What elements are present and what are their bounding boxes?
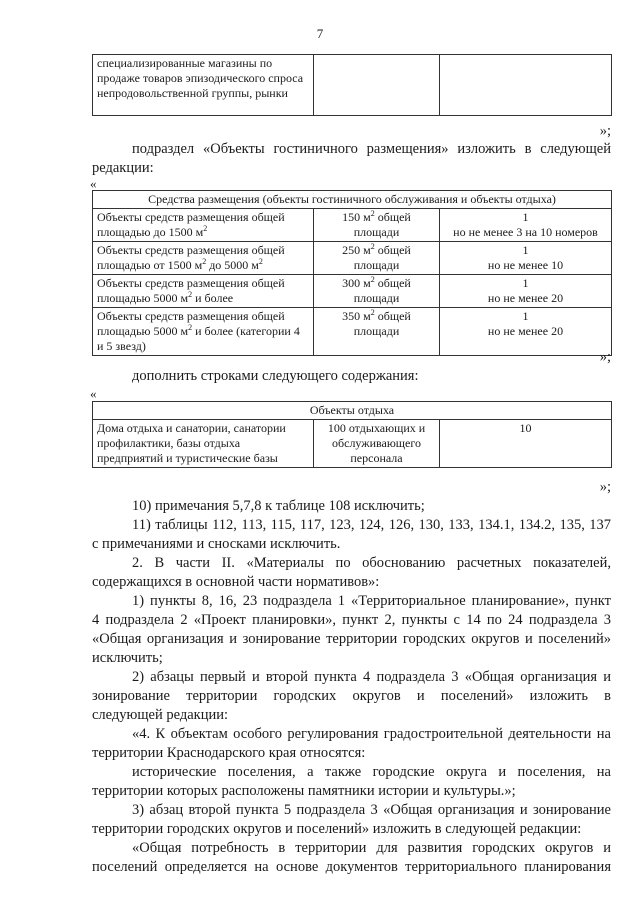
table-cell: Объекты средств размещения общей площадью 5000 $м^2$ и более (категории 4 и 5 звезд) (93, 308, 314, 356)
table-row (93, 242, 612, 275)
paragraph-line: редакции: (92, 160, 154, 176)
cell-line: но не менее 20 (487, 324, 564, 338)
table-cell: 10 (440, 420, 612, 468)
cell-line: 1 (522, 309, 529, 323)
table-row (93, 275, 612, 308)
table-row (93, 55, 612, 116)
table-cell (314, 55, 440, 116)
table-header: Средства размещения (объекты гостиничного обслуживания и объекты отдыха) (93, 191, 612, 209)
table-cell (440, 242, 612, 275)
paragraph-line: подраздел «Объекты гостиничного размещения» изложить в следующей (132, 141, 611, 157)
table-accommodation (92, 190, 612, 356)
paragraph-line: следующей редакции: (92, 707, 229, 723)
table-cell: Объекты средств размещения общей площадью 5000 $м^2$ и более (93, 275, 314, 308)
paragraph-line: 4 подраздела 2 «Проект планировки», пункт 2, пункты с 14 по 24 подраздела 3 (92, 612, 611, 628)
table-header-row (93, 191, 612, 209)
paragraph-line: дополнить строками следующего содержания: (132, 368, 419, 384)
paragraph-line: «Общая организация и зонирование территории городских округов и поселений» (92, 631, 611, 647)
paragraph-line: зонирование территории городских округов и поселений» изложить в (92, 688, 611, 704)
cell-line: но не менее 20 (487, 291, 564, 305)
table-header: Объекты отдыха (93, 402, 612, 420)
paragraph-line: «Общая потребность в территории для развития городских округов и (132, 840, 611, 856)
close-quote: »; (599, 479, 611, 495)
close-quote: »; (599, 349, 611, 365)
table-recreation (92, 401, 612, 468)
table-header-row (93, 402, 612, 420)
paragraph-line: содержащихся в основной части нормативов»: (92, 574, 380, 590)
paragraph-line: исключить; (92, 650, 163, 666)
table-row (93, 420, 612, 468)
table-continuation (92, 54, 612, 116)
paragraph-line: 11) таблицы 112, 113, 115, 117, 123, 124, 126, 130, 133, 134.1, 134.2, 135, 137 (132, 517, 611, 533)
table-cell: 300 $м^2$ общей площади (314, 275, 440, 308)
close-quote: »; (599, 123, 611, 139)
paragraph-line: территории городских округов и поселений» изложить в следующей редакции: (92, 821, 582, 837)
paragraph-line: 2. В части II. «Материалы по обоснованию расчетных показателей, (132, 555, 611, 571)
paragraph-line: 2) абзацы первый и второй пункта 4 подраздела 3 «Общая организация и (132, 669, 611, 685)
open-quote: « (90, 176, 97, 191)
paragraph-line: с примечаниями и сносками исключить. (92, 536, 341, 552)
table-row (93, 209, 612, 242)
paragraph-line: территории Краснодарского края относятся: (92, 745, 366, 761)
cell-line: 1 (522, 243, 529, 257)
table-cell (440, 275, 612, 308)
paragraph-line: 3) абзац второй пункта 5 подраздела 3 «Общая организация и зонирование (132, 802, 611, 818)
paragraph-line: исторические поселения, а также городские округа и поселения, на (132, 764, 611, 780)
paragraph-line: поселений определяется на основе документов территориального планирования (92, 859, 611, 875)
table-cell: 250 $м^2$ общей площади (314, 242, 440, 275)
table-cell: Объекты средств размещения общей площадью до 1500 $м^2$ (93, 209, 314, 242)
cell-line: но не менее 10 (487, 258, 564, 272)
cell-line: 1 (522, 276, 529, 290)
paragraph-line: 10) примечания 5,7,8 к таблице 108 исключить; (132, 498, 425, 514)
table-cell: Дома отдыха и санатории, санатории профилактики, базы отдыха предприятий и туристические базы (93, 420, 314, 468)
paragraph-line: территории которых расположены памятники истории и культуры.»; (92, 783, 516, 799)
paragraph-line: «4. К объектам особого регулирования градостроительной деятельности на (132, 726, 611, 742)
cell-line: но не менее 3 на 10 номеров (453, 225, 598, 239)
cell-line: 1 (522, 210, 529, 224)
table-cell: 100 отдыхающих и обслуживающего персонала (314, 420, 440, 468)
table-cell: 350 $м^2$ общей площади (314, 308, 440, 356)
open-quote: « (90, 386, 97, 401)
table-cell: 150 $м^2$ общей площади (314, 209, 440, 242)
table-cell (440, 209, 612, 242)
table-cell: специализированные магазины по продаже товаров эпизодического спроса непродовольственной группы, рынки (93, 55, 314, 116)
table-cell: Объекты средств размещения общей площадью от 1500 $м^2$ до 5000 $м^2$ (93, 242, 314, 275)
table-cell (440, 55, 612, 116)
paragraph-line: 1) пункты 8, 16, 23 подраздела 1 «Территориальное планирование», пункт (132, 593, 611, 609)
page-number: 7 (316, 26, 324, 41)
